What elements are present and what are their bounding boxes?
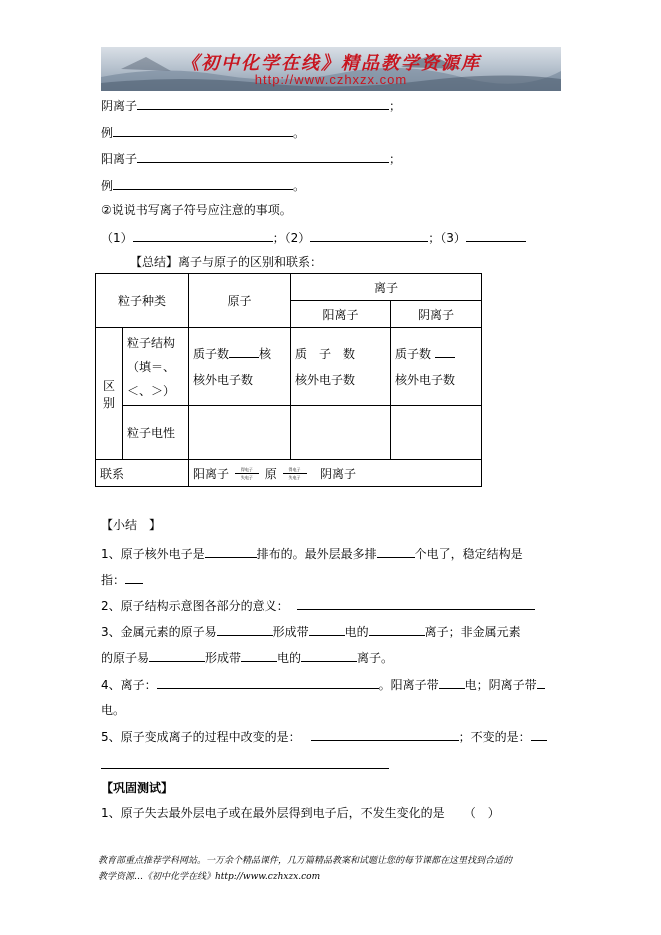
ion-atom-comparison-table bbox=[95, 273, 482, 487]
right-arrow-icon: 得电子 失电子 bbox=[235, 467, 259, 481]
recap-q4: 4、离子： 。阳离子带 电；阴离子带 bbox=[101, 676, 545, 693]
anion-charge-cell[interactable] bbox=[391, 406, 482, 460]
notes-blanks-line: （1） ；（2） ；（3） bbox=[101, 229, 526, 246]
recap-q1: 1、原子核外电子是 排布的。最外层最多排 个电了，稳定结构是 bbox=[101, 547, 523, 561]
summary-title: 【总结】离子与原子的区别和联系： bbox=[130, 255, 323, 269]
cation-example-blank[interactable] bbox=[113, 177, 293, 190]
relation-label: 联系 bbox=[96, 460, 189, 487]
q5-blank-1[interactable] bbox=[311, 728, 459, 741]
banner-title: 《初中化学在线》精品教学资源库 bbox=[181, 53, 481, 74]
q3-blank-4[interactable] bbox=[149, 649, 205, 662]
header-banner bbox=[101, 47, 561, 91]
anion-line: 阴离子 ； bbox=[101, 99, 402, 113]
q4-blank-3[interactable] bbox=[537, 676, 545, 689]
footer-ad: 教育部重点推荐学科网站。一万余个精品课件，几万篇精品教案和试题让您的每节课都在这里找到合适的 教学资源…《初中化学在线》http://www.czhxzx.com bbox=[98, 856, 513, 882]
cation-example-line: 例 。 bbox=[101, 179, 306, 193]
header-cation: 阳离子 bbox=[291, 301, 391, 328]
recap-q3-cont: 的原子易 形成带 电的 离子。 bbox=[101, 651, 394, 665]
header-particle-type: 粒子种类 bbox=[96, 274, 189, 328]
right-arrow-icon: 得电子 失电子 bbox=[283, 467, 307, 481]
banner-url[interactable]: http://www.czhxzx.com bbox=[254, 72, 408, 87]
relation-cell: 阳离子 得电子 失电子 原 得电子 失电子 阴离子 bbox=[189, 460, 482, 487]
q3-blank-6[interactable] bbox=[301, 649, 357, 662]
structure-label: 粒子结构（填＝、＜、＞） bbox=[123, 328, 189, 406]
header-atom: 原子 bbox=[189, 274, 291, 328]
cation-line: 阳离子 ； bbox=[101, 152, 402, 166]
anion-example-line: 例 。 bbox=[101, 126, 306, 140]
anion-example-blank[interactable] bbox=[113, 124, 293, 137]
q1-blank-3[interactable] bbox=[125, 571, 143, 584]
recap-q5-cont bbox=[101, 756, 389, 773]
note-blank-1[interactable] bbox=[133, 229, 273, 242]
q3-blank-5[interactable] bbox=[241, 649, 277, 662]
note-blank-2[interactable] bbox=[310, 229, 428, 242]
header-ion: 离子 bbox=[291, 274, 482, 301]
q4-blank-1[interactable] bbox=[157, 676, 379, 689]
symbol-notes: ②说说书写离子符号应注意的事项。 bbox=[101, 203, 292, 217]
recap-q1-cont: 指： bbox=[101, 571, 143, 588]
test-q1: 1、原子失去最外层电子或在最外层得到电子后，不发生变化的是 （ ） bbox=[101, 806, 500, 820]
q4-blank-2[interactable] bbox=[439, 676, 465, 689]
recap-q2: 2、原子结构示意图各部分的意义： bbox=[101, 597, 535, 614]
cation-charge-cell[interactable] bbox=[291, 406, 391, 460]
q3-blank-1[interactable] bbox=[217, 623, 273, 636]
charge-label: 粒子电性 bbox=[123, 406, 189, 460]
recap-q3: 3、金属元素的原子易 形成带 电的 离子；非金属元素 bbox=[101, 625, 521, 639]
q3-blank-3[interactable] bbox=[369, 623, 425, 636]
recap-q4-cont: 电。 bbox=[101, 703, 126, 717]
atom-charge-cell[interactable] bbox=[189, 406, 291, 460]
cation-structure-cell[interactable]: 质 子 数 核外电子数 bbox=[291, 328, 391, 406]
difference-label: 区别 bbox=[96, 328, 123, 460]
q5-blank-3[interactable] bbox=[101, 756, 389, 769]
q1-blank-2[interactable] bbox=[377, 545, 415, 558]
recap-q5: 5、原子变成离子的过程中改变的是： ；不变的是： bbox=[101, 728, 547, 745]
q2-blank[interactable] bbox=[297, 597, 535, 610]
anion-structure-cell[interactable]: 质子数 核外电子数 bbox=[391, 328, 482, 406]
cation-blank[interactable] bbox=[137, 150, 389, 163]
note-blank-3[interactable] bbox=[466, 229, 526, 242]
header-anion: 阴离子 bbox=[391, 301, 482, 328]
anion-blank[interactable] bbox=[137, 97, 389, 110]
q3-blank-2[interactable] bbox=[309, 623, 345, 636]
q1-blank-1[interactable] bbox=[205, 545, 257, 558]
atom-structure-cell[interactable]: 质子数 核 核外电子数 bbox=[189, 328, 291, 406]
recap-title: 【小结 】 bbox=[101, 518, 162, 532]
q5-blank-2[interactable] bbox=[531, 728, 547, 741]
test-title: 【巩固测试】 bbox=[101, 781, 174, 795]
